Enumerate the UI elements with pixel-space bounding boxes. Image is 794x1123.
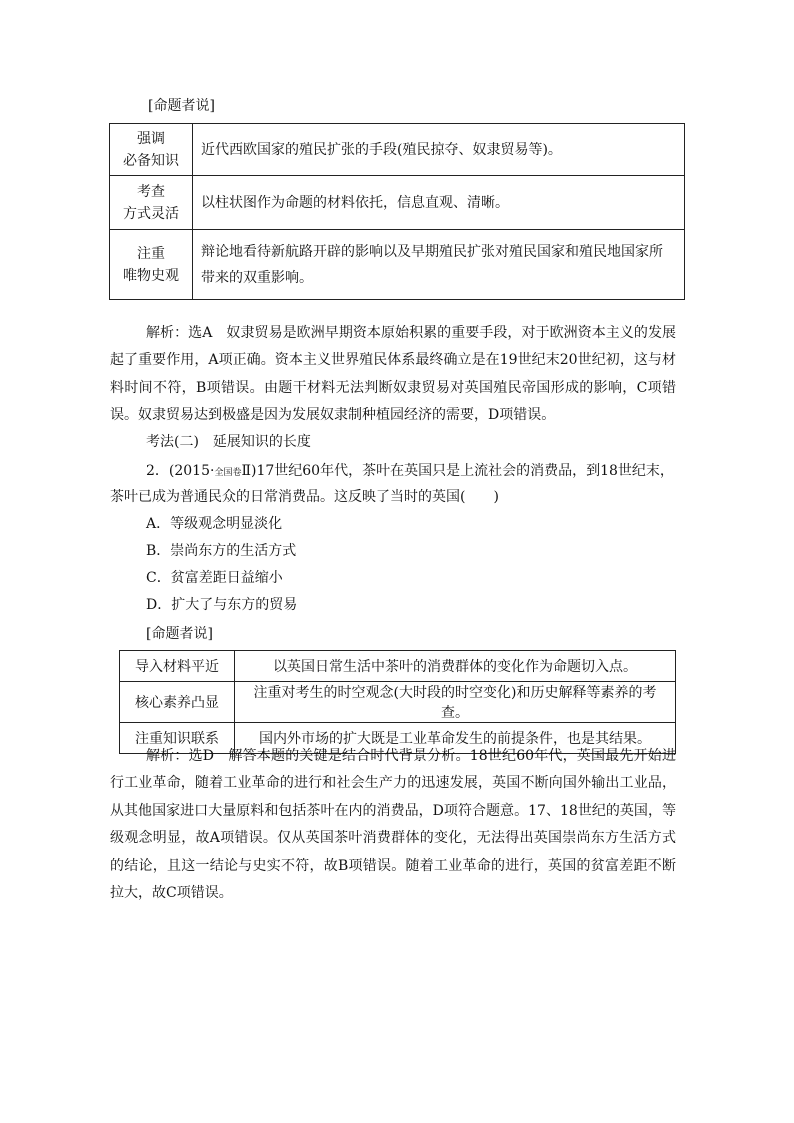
table1-row bbox=[110, 230, 685, 300]
table1-row-content: 辩论地看待新航路开辟的影响以及早期殖民扩张对殖民国家和殖民地国家所带来的双重影响。 bbox=[193, 230, 685, 300]
question-text: Ⅱ)17世纪60年代，茶叶在英国只是上流社会的消费品，到18世纪末， bbox=[241, 463, 674, 479]
table2-row-content: 国内外市场的扩大既是工业革命发生的前提条件，也是其结果。 bbox=[235, 723, 676, 754]
row-header-line: 方式灵活 bbox=[123, 205, 179, 222]
question-prefix: 2．(2015· bbox=[146, 463, 215, 479]
question-line-1 bbox=[146, 461, 676, 483]
table1-row bbox=[110, 176, 685, 230]
row-header-line: 强调 bbox=[137, 130, 165, 147]
question-line-2: 茶叶已成为普通民众的日常消费品。这反映了当时的英国( ) bbox=[110, 489, 499, 505]
analysis-2: 解析：选D 解答本题的关键是结合时代背景分析。18世纪60年代，英国最先开始进行工业革命，随着工业革命的进行和社会生产力的迅速发展，英国不断向国外输出工业品，从其他国家进口大量原料和包括茶叶在内的消费品，D项符合题意。17、18世纪的英国，等级观念明显，故A项错误。仅从英国茶叶消费群体的变化，无法得出英国崇尚东方生活方式的结论，且这一结论与史实不符，故B项错误。随着工业革命的进行，英国的贫富差距不断拉大，故C项错误。 bbox=[110, 748, 676, 902]
option-d: D．扩大了与东方的贸易 bbox=[146, 597, 298, 613]
table2-row-content: 注重对考生的时空观念(大时段的时空变化)和历史解释等素养的考查。 bbox=[235, 682, 676, 723]
section1-heading: [命题者说] bbox=[148, 98, 215, 114]
table1-row-content: 以柱状图作为命题的材料依托，信息直观、清晰。 bbox=[193, 176, 685, 230]
table2-row-header: 导入材料平近 bbox=[120, 651, 235, 682]
table1-row-header bbox=[110, 230, 193, 300]
table2-row-header: 注重知识联系 bbox=[120, 723, 235, 754]
row-header-line: 唯物史观 bbox=[123, 267, 179, 284]
analysis-1: 解析：选A 奴隶贸易是欧洲早期资本原始积累的重要手段，对于欧洲资本主义的发展起了重要作用，A项正确。资本主义世界殖民体系最终确立是在19世纪末20世纪初，这与材料时间不符，B项错误。由题干材料无法判断奴隶贸易对英国殖民帝国形成的影响，C项错误。奴隶贸易达到极盛是因为发展奴隶制种植园经济的需要，D项错误。 bbox=[110, 325, 676, 424]
section2-heading: [命题者说] bbox=[146, 626, 213, 642]
table2-row bbox=[120, 682, 676, 723]
option-c: C．贫富差距日益缩小 bbox=[146, 570, 283, 586]
commentary-table-1 bbox=[109, 123, 685, 300]
table2-row-header: 核心素养凸显 bbox=[120, 682, 235, 723]
table1-row-header bbox=[110, 124, 193, 176]
row-header-line: 注重 bbox=[137, 245, 165, 262]
row-header-line: 必备知识 bbox=[123, 152, 179, 169]
table1-row-content: 近代西欧国家的殖民扩张的手段(殖民掠夺、奴隶贸易等)。 bbox=[193, 124, 685, 176]
method-heading: 考法(二) 延展知识的长度 bbox=[146, 434, 311, 450]
table1-row bbox=[110, 124, 685, 176]
table2-row-content: 以英国日常生活中茶叶的消费群体的变化作为命题切入点。 bbox=[235, 651, 676, 682]
option-a: A．等级观念明显淡化 bbox=[146, 516, 283, 532]
option-b: B．崇尚东方的生活方式 bbox=[146, 543, 297, 559]
table1-row-header bbox=[110, 176, 193, 230]
commentary-table-2 bbox=[119, 650, 676, 754]
table2-row bbox=[120, 651, 676, 682]
question-source: 全国卷 bbox=[214, 468, 242, 478]
row-header-line: 考查 bbox=[137, 183, 165, 200]
